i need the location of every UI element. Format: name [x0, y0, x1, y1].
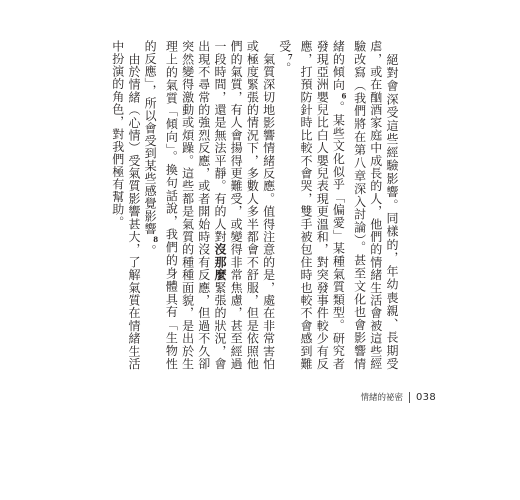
paragraph-text: 。某些文化似乎「偏愛」某種氣質類型。研究者發現亞洲嬰兒比白人嬰兒表現更溫和，對突發事件較少有反應，打預防針時比較不會哭，雙手被包住時也較不會感到難受 — [277, 40, 346, 370]
paragraph-text: 由於情緒（心情）受氣質影響甚大，了解氣質在情緒生活中扮演的角色，對我們極有幫助。 — [110, 40, 141, 370]
paragraph-text: 緊張的狀況，會出現不尋常的強烈反應，或者開始時沒有反應，但過不久卻突然變得激動或煩躁。這些都是氣質的種種面貌，是出於生理上的氣質「傾向」。換句話說，我們的身體具有「生物性的反應」，所以會受到某些感覺影響 — [143, 40, 227, 370]
paragraph — [142, 40, 277, 370]
paragraph-text: 。 — [143, 244, 158, 257]
footnote-marker: 8 — [151, 234, 161, 245]
running-title: 情緒的祕密 — [360, 393, 403, 403]
paragraph-text: 。 — [277, 62, 292, 75]
paragraph-text: 絕對會深受這些經驗影響。同樣的，年幼喪親、長期受虐，或在酗酒家庭中成長的人，他們的情緒生活會被這些經驗改寫（我們將在第八章深入討論）。甚至文化也會影響情緒的傾向 — [331, 40, 399, 370]
vertical-body-text — [110, 40, 400, 370]
paragraph — [277, 40, 400, 370]
page-footer — [296, 389, 436, 405]
emphasis-text: 沒那麼 — [212, 243, 227, 282]
footnote-marker: 6 — [339, 91, 349, 101]
footnote-marker: 7 — [285, 52, 295, 63]
paragraph-text: 氣質深切地影響情緒反應。值得注意的是，處在非常害怕或極度緊張的情況下，多數人多半都會不舒服，但是依照他們的氣質，有人會揚得更難受，或變得非常焦慮，甚至經過一段時間，還是無法平靜。有的人對 — [212, 40, 276, 370]
page-number: 038 — [416, 391, 436, 403]
paragraph — [110, 40, 142, 370]
footer-divider — [409, 392, 410, 403]
